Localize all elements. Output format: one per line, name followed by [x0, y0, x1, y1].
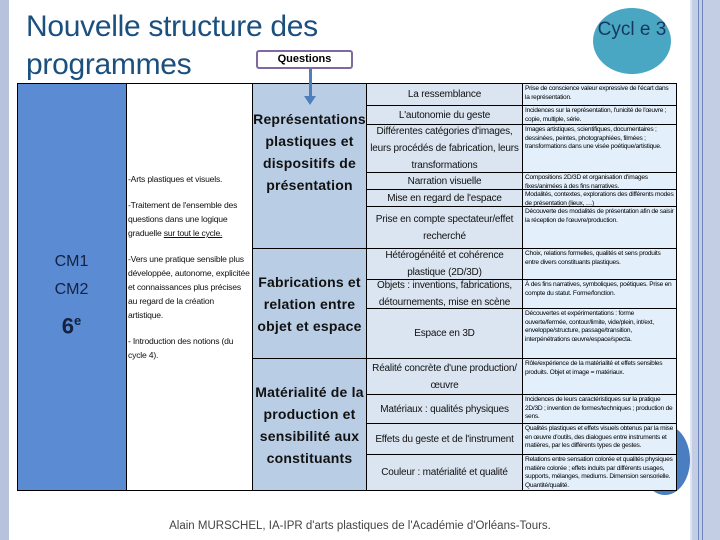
intro-item: -Vers une pratique sensible plus développée, autonome, explicitée et connaissances plus précises au regard de la création artistique.	[128, 254, 250, 320]
question-label: L'autonomie du geste	[398, 109, 491, 121]
question-detail: Choix, relations formelles, qualités et sens produits entre divers constituants plastiques.	[522, 248, 677, 280]
decor-line	[698, 0, 699, 540]
intro-item-text: -Traitement de l'ensemble des questions dans une logique graduelle	[128, 200, 238, 238]
question-detail: Prise de conscience valeur expressive de l'écart dans la représentation.	[522, 83, 677, 106]
question-label: Réalité concrète d'une production/œuvre	[372, 362, 517, 391]
intro-item	[128, 198, 250, 240]
question-label: La ressemblance	[407, 89, 482, 100]
question-cell	[366, 189, 523, 207]
question-detail: Compositions 2D/3D et organisation d'images fixes/animées à des fins narratives.	[522, 172, 677, 190]
question-label: Matériaux : qualités physiques	[380, 403, 509, 415]
question-cell	[366, 124, 523, 173]
question-cell	[366, 279, 523, 309]
question-detail: À des fins narratives, symboliques, poétiques. Prise en compte du statut. Forme/fonction.	[522, 279, 677, 309]
level-6-number: 6	[61, 313, 74, 339]
left-decor-strip	[0, 0, 9, 540]
level-6e	[17, 304, 126, 343]
theme-label: Fabrications et relation entre objet et espace	[257, 273, 362, 334]
question-label: Différentes catégories d'images, leurs procédés de fabrication, leurs transformations	[370, 126, 519, 171]
question-detail: Découvertes et expérimentations : forme ouverte/fermée, contour/limite, vide/plein, int/ext, enveloppe/structure, passage/transition, interpénétrations œuvre/espace/specta.	[522, 308, 677, 359]
question-detail: Relations entre sensation colorée et qualités physiques matière colorée ; effets induits par différents usages, supports, mélanges, mediums. Dimension sensorielle. Quantité/qualité.	[522, 454, 677, 491]
question-label: Hétérogénéité et cohérence plastique (2D/3D)	[385, 250, 504, 278]
question-label: Narration visuelle	[407, 175, 482, 187]
footer-credit: Alain MURSCHEL, IA-IPR d'arts plastiques de l'Académie d'Orléans-Tours.	[169, 520, 551, 532]
cycle-badge-text: Cycl e 3	[597, 19, 667, 40]
right-decor-strip	[690, 0, 720, 540]
theme-cell	[252, 248, 367, 359]
question-cell	[366, 454, 523, 491]
question-label: Mise en regard de l'espace	[387, 192, 502, 204]
question-label: Effets du geste et de l'instrument	[375, 433, 514, 445]
level-cm2: CM2	[54, 281, 89, 298]
question-cell	[366, 423, 523, 455]
cycle-badge	[593, 8, 671, 74]
question-detail: Incidences de leurs caractéristiques sur la pratique 2D/3D ; invention de formes/techniques ; production de sens.	[522, 394, 677, 424]
question-detail: Modalités, contextes, explorations des différents modes de présentation (lieux, …)	[522, 189, 677, 207]
theme-cell	[252, 358, 367, 491]
question-detail: Incidences sur la représentation, l'unicité de l'œuvre ; copie, multiple, série.	[522, 105, 677, 125]
question-label: Couleur : matérialité et qualité	[381, 467, 508, 478]
slide-title-line2: programmes	[26, 48, 192, 81]
question-detail: Images artistiques, scientifiques, documentaires ; dessinées, peintes, photographiées, filmées ; transformations dans une visée poétique/artistique.	[522, 124, 677, 173]
question-cell	[366, 358, 523, 395]
question-cell	[366, 248, 523, 280]
question-label: Espace en 3D	[414, 328, 475, 339]
level-6-sup: e	[74, 313, 82, 328]
question-detail: Qualités plastiques et effets visuels obtenus par la mise en œuvre d'outils, des dialogues entre instruments et matières, par les différents types de gestes.	[522, 423, 677, 455]
theme-cell	[252, 83, 367, 249]
question-cell	[366, 83, 523, 106]
theme-label: Représentations plastiques et dispositifs de présentation	[253, 111, 366, 193]
intro-item: - Introduction des notions (du cycle 4).	[128, 336, 234, 360]
question-detail: Rôle/expérience de la matérialité et effets sensibles produits. Objet et image = matériaux.	[522, 358, 677, 395]
question-cell	[366, 172, 523, 190]
theme-label: Matérialité de la production et sensibilité aux constituants	[255, 383, 364, 466]
question-detail: Découverte des modalités de présentation afin de saisir la réception de l'œuvre/production.	[522, 206, 677, 249]
question-cell	[366, 105, 523, 125]
slide-title-line1: Nouvelle structure des	[26, 10, 318, 43]
intro-text	[128, 172, 250, 374]
question-cell	[366, 394, 523, 424]
arrow-shaft	[309, 69, 312, 99]
question-label: Prise en compte spectateur/effet recherché	[375, 213, 514, 242]
question-label: Objets : inventions, fabrications, détournements, mise en scène	[377, 280, 512, 308]
question-cell	[366, 308, 523, 359]
decor-line	[702, 0, 703, 540]
levels-label	[17, 248, 126, 343]
arrow-down-icon	[304, 96, 316, 105]
intro-item: -Arts plastiques et visuels.	[128, 174, 223, 184]
intro-item-underlined: sur tout le cycle.	[163, 228, 223, 238]
questions-callout: Questions	[256, 50, 353, 69]
level-cm1: CM1	[54, 253, 89, 270]
question-cell	[366, 206, 523, 249]
